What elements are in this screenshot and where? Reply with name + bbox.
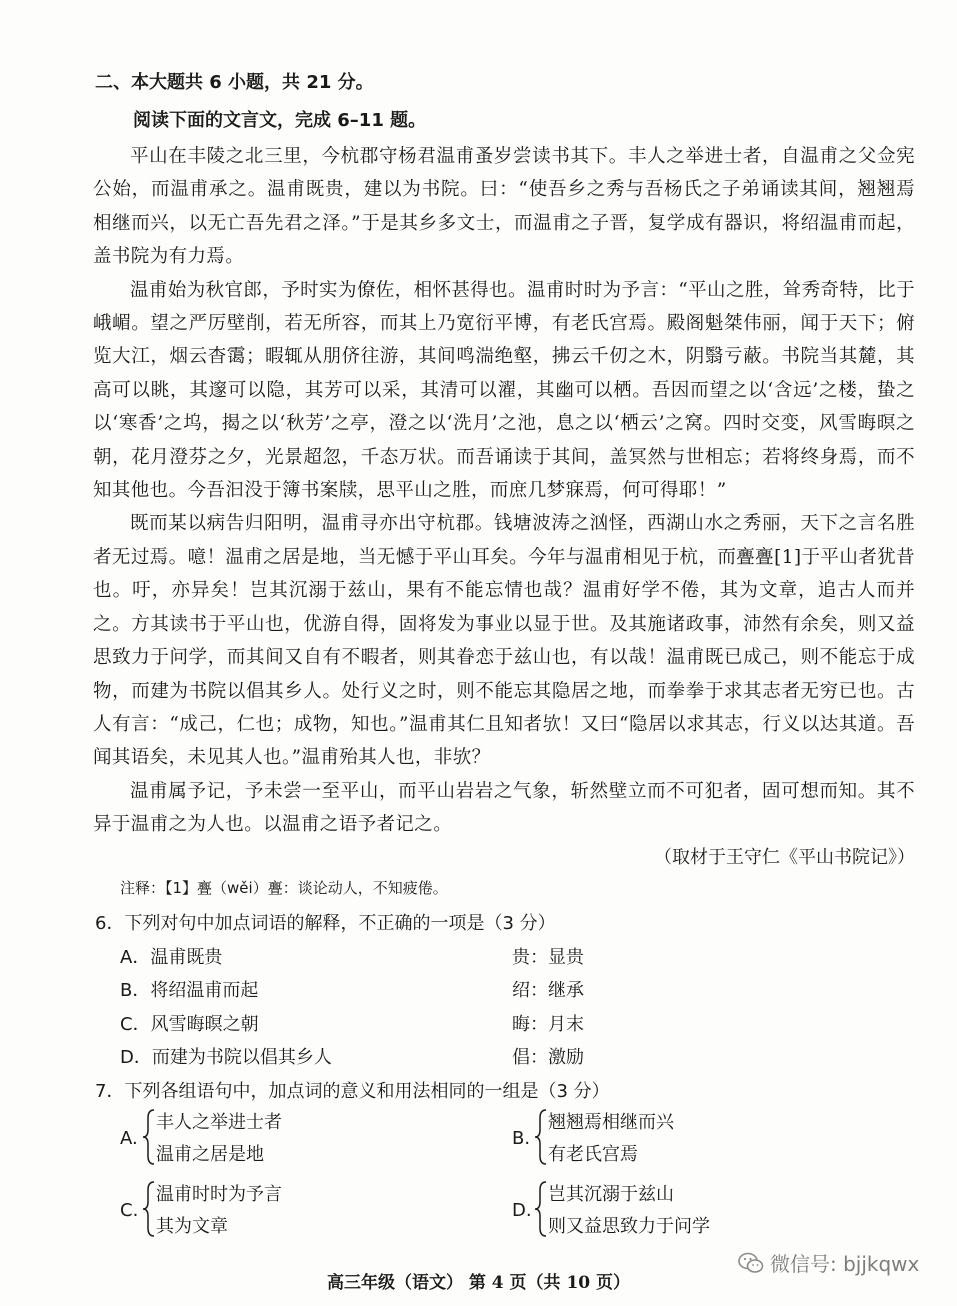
option-line-2: 其为文章 [156,1216,228,1237]
passage-paragraph-1: 平山在丰陵之北三里，今杭郡守杨君温甫蚤岁尝读书其下。丰人之举进士者，自温甫之父佥宪公始，而温甫承之。温甫既贵，建以为书院。曰：“使吾乡之秀与吾杨氏之子弟诵读其间，翘翘焉相继而兴，以无亡吾先君之泽。”于是其乡多文士，而温甫之子晋，复学成有器识，将绍温甫而起，盖书院为有力焉。 [93,146,915,268]
option-line-1: 岂其沉溺于兹山 [548,1184,674,1205]
question-6-stem: 6．下列对句中加点词语的解释，不正确的一项是（3 分） [95,913,556,934]
section-title: 二、本大题共 6 小题，共 21 分。 [95,72,374,93]
watermark-text: 微信号: bjjkqwx [770,1252,920,1276]
brace-icon [534,1180,548,1238]
option-line-2: 温甫之居是地 [156,1144,264,1165]
option-line-1: 温甫时时为予言 [156,1184,282,1205]
passage-source: （取材于王守仁《平山书院记》） [654,847,915,868]
question-7-stem: 7．下列各组语句中，加点词的意义和用法相同的一组是（3 分） [95,1081,610,1102]
q6-option-a: A．温甫既贵 [120,947,223,968]
passage-paragraph-3: 既而某以病告归阳明，温甫寻亦出守杭郡。钱塘波涛之汹怪，西湖山水之秀丽，天下之言名胜者无过焉。噫！温甫之居是地，当无憾于平山耳矣。今年与温甫相见于杭，而亹亹[1]于平山者犹昔也。吁，亦异矣！岂其沉溺于兹山，果有不能忘情也哉？温甫好学不倦，其为文章，追古人而并之。方其读书于平山也，优游自得，固将发为事业以显于世。及其施诸政事，沛然有余矣，则又益思致力于问学，而其间又自有不暇者，则其眷恋于兹山也，有以哉！温甫既已成己，则不能忘于成物，而建为书院以倡其乡人。处行义之时，则不能忘其隐居之地，而拳拳于求其志者无穷已也。古人有言：“成己，仁也；成物，知也。”温甫其仁且知者欤！又曰“隐居以求其志，行义以达其道。吾闻其语矣，未见其人也。”温甫殆其人也，非欤？ [93,513,915,769]
page-footer: 高三年级（语文） 第 4 页（共 10 页） [326,1273,631,1293]
brace-icon [142,1108,156,1166]
option-label: B. [512,1128,531,1149]
q6-option-a-gloss: 贵：显贵 [512,947,584,968]
q6-option-d: D．而建为书院以倡其乡人 [120,1047,332,1068]
q6-option-c: C．风雪晦暝之朝 [120,1014,259,1035]
passage-paragraph-2: 温甫始为秋官郎，予时实为僚佐，相怀甚得也。温甫时时为予言：“平山之胜，耸秀奇特，比于峨嵋。望之严厉壁削，若无所容，而其上乃宽衍平博，有老氏宫焉。殿阁魁桀伟丽，闻于天下；俯览大江，烟云杳霭；暇辄从朋侪往游，其间鸣湍绝壑，拂云千仞之木，阴翳亏蔽。书院当其麓，其高可以眺，其邃可以隐，其芳可以采，其清可以濯，其幽可以栖。吾因而望之以‘含远’之楼，蛰之以‘寒香’之坞，揭之以‘秋芳’之亭，澄之以‘洗月’之池，息之以‘栖云’之窝。四时交变，风雪晦暝之朝，花月澄芬之夕，光景超忽，千态万状。而吾诵读于其间，盖冥然与世相忘；若将终身焉，而不知其他也。今吾汩没于簿书案牍，思平山之胜，而庶几梦寐焉，何可得耶！” [93,279,915,502]
passage-paragraph-4: 温甫属予记，予未尝一至平山，而平山岩岩之气象，斩然壁立而不可犯者，固可想而知。其不异于温甫之为人也。以温甫之语予者记之。 [93,780,915,836]
option-label: C. [120,1200,139,1221]
classical-passage [93,140,915,842]
option-label: A. [120,1128,138,1149]
option-line-1: 翘翘焉相继而兴 [548,1112,674,1133]
q6-option-b-gloss: 绍：继承 [512,980,584,1001]
q6-option-c-gloss: 晦：月末 [512,1014,584,1035]
option-line-1: 丰人之举进士者 [156,1112,282,1133]
q6-option-b: B．将绍温甫而起 [120,980,259,1001]
reading-instruction: 阅读下面的文言文，完成 6–11 题。 [133,110,427,131]
q6-option-d-gloss: 倡：激励 [512,1047,584,1068]
option-line-2: 有老氏宫焉 [548,1144,638,1165]
option-label: D. [512,1200,532,1221]
footnote: 注释：【1】亹（wěi）亹：谈论动人，不知疲倦。 [120,879,448,897]
brace-icon [142,1180,156,1238]
option-line-2: 则又益思致力于问学 [548,1216,710,1237]
brace-icon [534,1108,548,1166]
